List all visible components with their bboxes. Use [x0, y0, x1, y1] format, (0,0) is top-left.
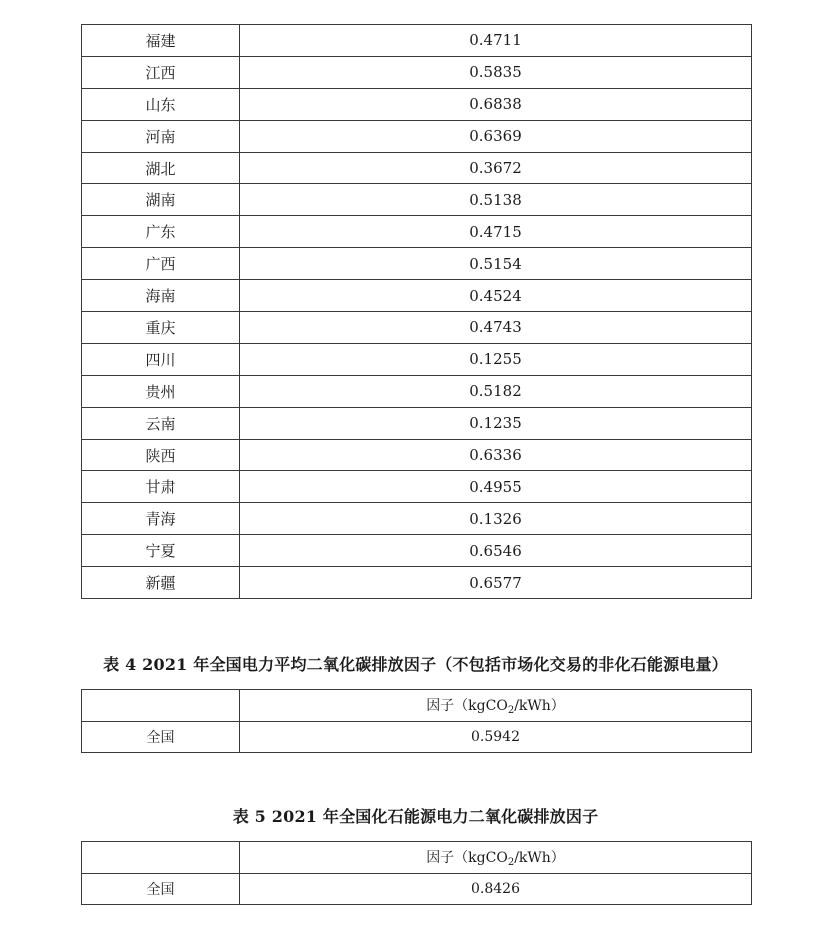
province-name-cell: 广东 — [82, 216, 240, 248]
emission-factor-cell: 0.5154 — [240, 248, 752, 280]
emission-factor-cell: 0.6577 — [240, 567, 752, 599]
emission-factor-cell: 0.6336 — [240, 439, 752, 471]
province-name-cell: 海南 — [82, 280, 240, 312]
table-row — [82, 343, 752, 375]
unit-subscript: 2 — [507, 857, 515, 868]
emission-factor-cell: 0.4715 — [240, 216, 752, 248]
table-row — [82, 88, 752, 120]
table-row — [82, 248, 752, 280]
emission-factor-cell: 0.1326 — [240, 503, 752, 535]
table-row — [82, 439, 752, 471]
emission-factor-cell: 0.4743 — [240, 312, 752, 344]
table-row — [82, 407, 752, 439]
factor-cell: 0.8426 — [240, 874, 752, 905]
unit-subscript: 2 — [507, 705, 515, 716]
table-row — [82, 375, 752, 407]
emission-factor-cell: 0.6369 — [240, 120, 752, 152]
province-emission-table — [81, 24, 752, 599]
table-row — [82, 184, 752, 216]
table-header-row — [82, 842, 752, 874]
province-name-cell: 重庆 — [82, 312, 240, 344]
province-name-cell: 河南 — [82, 120, 240, 152]
province-name-cell: 宁夏 — [82, 535, 240, 567]
table-row — [82, 535, 752, 567]
table5-title: 表 5 2021 年全国化石能源电力二氧化碳排放因子 — [232, 807, 599, 826]
table-row — [82, 25, 752, 57]
table-row — [82, 722, 752, 753]
province-name-cell: 贵州 — [82, 375, 240, 407]
table-row — [82, 567, 752, 599]
province-name-cell: 四川 — [82, 343, 240, 375]
unit-prefix: 因子（kgCO — [426, 850, 508, 866]
province-table-body — [82, 25, 752, 599]
province-name-cell: 湖北 — [82, 152, 240, 184]
table-header-row — [82, 690, 752, 722]
emission-factor-cell: 0.3672 — [240, 152, 752, 184]
emission-factor-cell: 0.5182 — [240, 375, 752, 407]
table-row — [82, 280, 752, 312]
province-name-cell: 江西 — [82, 56, 240, 88]
unit-suffix: /kWh） — [514, 698, 565, 714]
region-cell: 全国 — [82, 722, 240, 753]
empty-header-cell — [82, 690, 240, 722]
province-name-cell: 山东 — [82, 88, 240, 120]
table-row — [82, 152, 752, 184]
table-row — [82, 503, 752, 535]
emission-factor-cell: 0.1235 — [240, 407, 752, 439]
factor-cell: 0.5942 — [240, 722, 752, 753]
emission-factor-cell: 0.5835 — [240, 56, 752, 88]
table-row — [82, 471, 752, 503]
factor-unit-header — [240, 690, 752, 722]
table4-title: 表 4 2021 年全国电力平均二氧化碳排放因子（不包括市场化交易的非化石能源电量） — [103, 655, 728, 674]
table-row — [82, 216, 752, 248]
table-row — [82, 56, 752, 88]
table-row — [82, 312, 752, 344]
factor-unit-header — [240, 842, 752, 874]
national-average-factor-table — [81, 689, 752, 753]
province-name-cell: 福建 — [82, 25, 240, 57]
unit-prefix: 因子（kgCO — [426, 698, 508, 714]
province-name-cell: 陕西 — [82, 439, 240, 471]
emission-factor-cell: 0.4955 — [240, 471, 752, 503]
province-name-cell: 甘肃 — [82, 471, 240, 503]
emission-factor-cell: 0.6838 — [240, 88, 752, 120]
emission-factor-cell: 0.6546 — [240, 535, 752, 567]
emission-factor-cell: 0.5138 — [240, 184, 752, 216]
province-name-cell: 广西 — [82, 248, 240, 280]
emission-factor-cell: 0.4711 — [240, 25, 752, 57]
province-name-cell: 湖南 — [82, 184, 240, 216]
emission-factor-cell: 0.1255 — [240, 343, 752, 375]
emission-factor-cell: 0.4524 — [240, 280, 752, 312]
fossil-factor-table — [81, 841, 752, 905]
unit-suffix: /kWh） — [514, 850, 565, 866]
province-name-cell: 青海 — [82, 503, 240, 535]
province-name-cell: 云南 — [82, 407, 240, 439]
table-row — [82, 874, 752, 905]
region-cell: 全国 — [82, 874, 240, 905]
table-row — [82, 120, 752, 152]
empty-header-cell — [82, 842, 240, 874]
province-name-cell: 新疆 — [82, 567, 240, 599]
